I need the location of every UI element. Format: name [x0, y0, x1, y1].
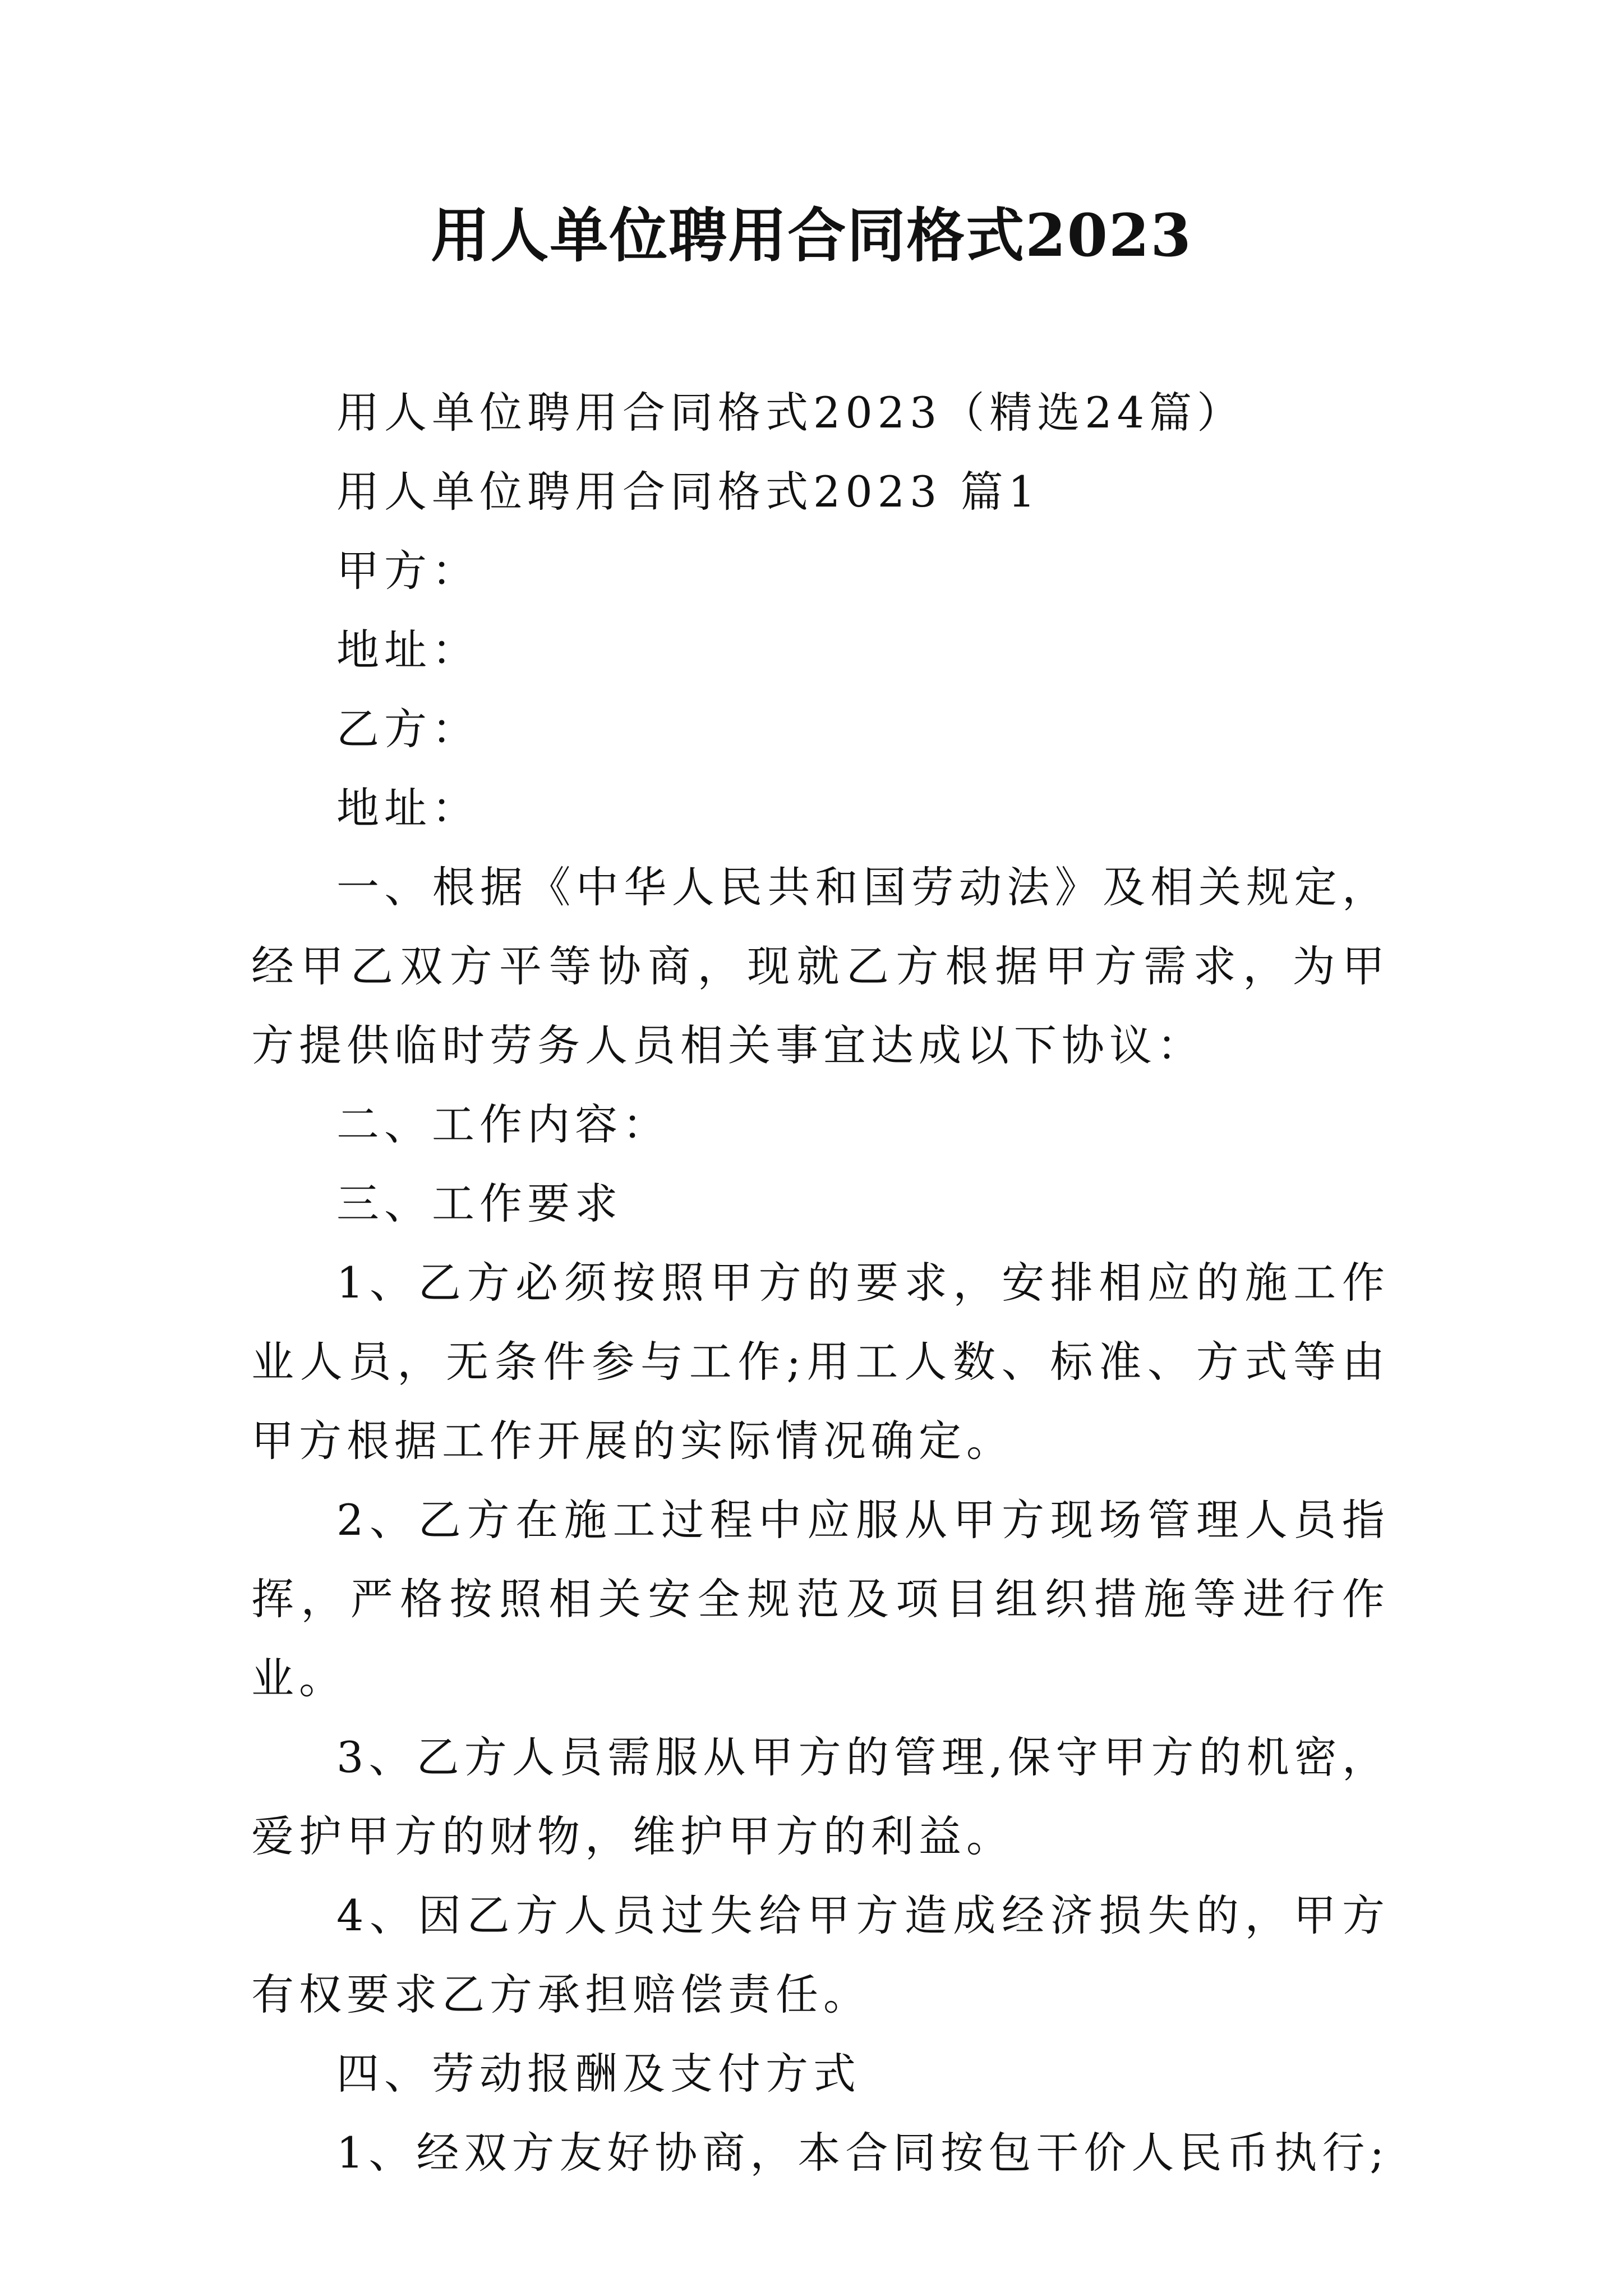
document-body	[251, 373, 1390, 2192]
paragraph-party-a-address: 地址：	[336, 625, 479, 675]
paragraph-party-a: 甲方：	[336, 546, 479, 596]
paragraph-clause-3-item-4: 4、因乙方人员过失给甲方造成经济损失的，甲方有权要求乙方承担赔偿责任。	[251, 1890, 1390, 2019]
paragraph-clause-1: 一、根据《中华人民共和国劳动法》及相关规定，经甲乙双方平等协商，现就乙方根据甲方需求，为甲方提供临时劳务人员相关事宜达成以下协议：	[251, 862, 1390, 1070]
paragraph-clause-3-item-3: 3、乙方人员需服从甲方的管理,保守甲方的机密，爱护甲方的财物，维护甲方的利益。	[251, 1732, 1390, 1861]
paragraph-subtitle: 用人单位聘用合同格式2023（精选24篇）	[336, 388, 1245, 438]
paragraph-clause-3: 三、工作要求	[336, 1179, 623, 1228]
paragraph-clause-3-item-2: 2、乙方在施工过程中应服从甲方现场管理人员指挥，严格按照相关安全规范及项目组织措施等进行作业。	[251, 1495, 1390, 1703]
paragraph-clause-3-item-1: 1、乙方必须按照甲方的要求，安排相应的施工作业人员，无条件参与工作;用工人数、标准、方式等由甲方根据工作开展的实际情况确定。	[251, 1258, 1390, 1466]
paragraph-clause-4: 四、劳动报酬及支付方式	[336, 2049, 861, 2099]
paragraph-party-b: 乙方：	[336, 704, 479, 754]
paragraph-clause-4-item-1: 1、经双方友好协商，本合同按包干价人民币执行;	[336, 2128, 1389, 2178]
paragraph-party-b-address: 地址：	[336, 783, 479, 833]
paragraph-section-heading: 用人单位聘用合同格式2023 篇1	[336, 467, 1040, 517]
document-title: 用人单位聘用合同格式2023	[431, 201, 1192, 270]
paragraph-clause-2: 二、工作内容：	[336, 1099, 670, 1149]
